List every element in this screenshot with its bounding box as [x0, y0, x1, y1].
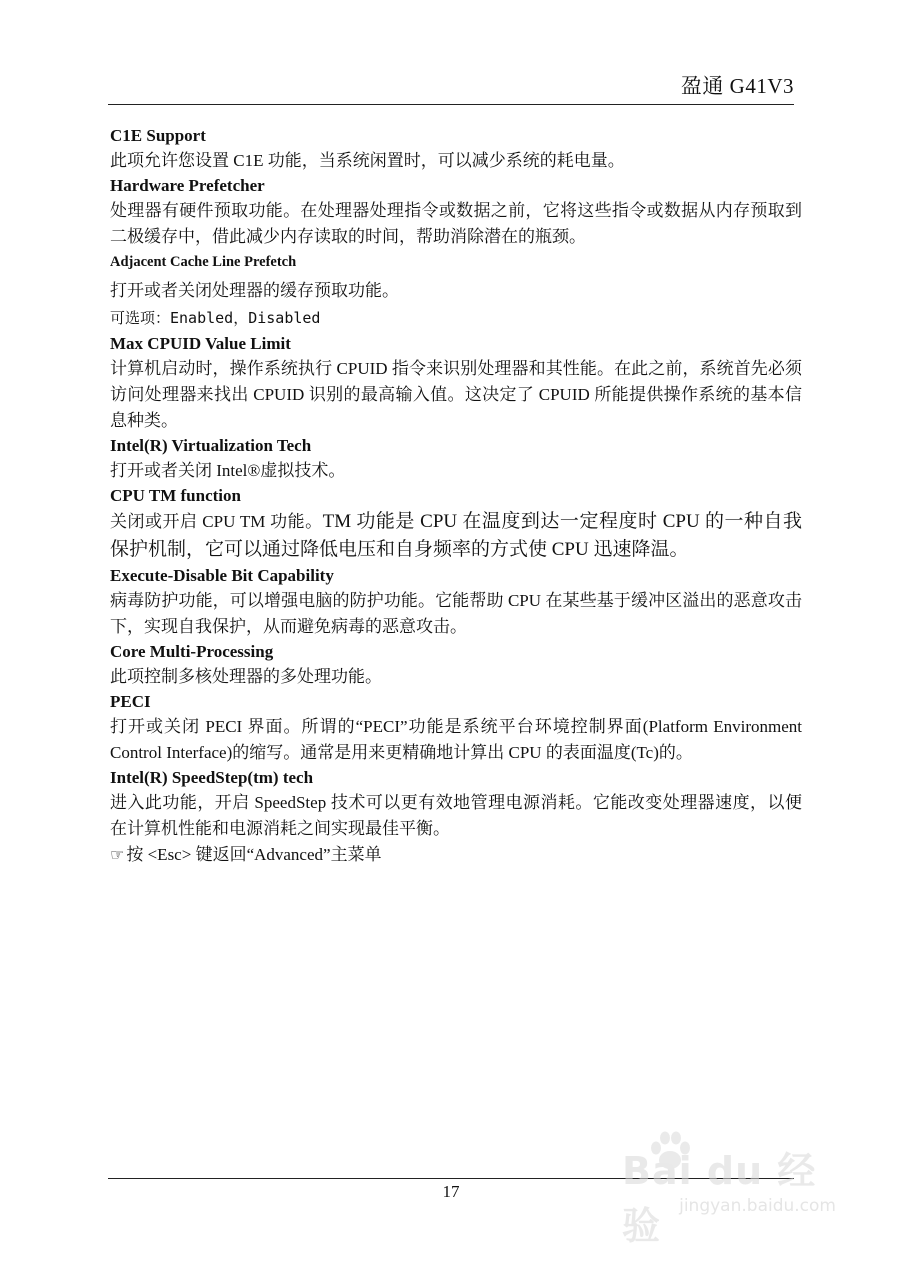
section-core-multi-processing [110, 640, 802, 690]
section-heading: Hardware Prefetcher [110, 176, 265, 195]
section-adjacent-cache-line-prefetch [110, 250, 802, 332]
section-heading: Core Multi-Processing [110, 642, 274, 661]
options-line: 可选项：Enabled，Disabled [110, 309, 321, 327]
section-paragraph: 此项允许您设置 C1E 功能，当系统闲置时，可以减少系统的耗电量。 [110, 151, 625, 170]
section-paragraph: 打开或关闭 PECI 界面。所谓的“PECI”功能是系统平台环境控制界面(Platform Environment Control Interface)的缩写。通常是用来更精确地计算出 CPU 的表面温度(Tc)的。 [110, 717, 802, 762]
section-c1e-support [110, 124, 802, 174]
section-heading: Adjacent Cache Line Prefetch [110, 254, 297, 270]
section-cpu-tm-function [110, 484, 802, 564]
watermark-url: jingyan.baidu.com [679, 1196, 836, 1216]
section-paragraph: 处理器有硬件预取功能。在处理器处理指令或数据之前，它将这些指令或数据从内存预取到二极缓存中，借此减少内存读取的时间，帮助消除潜在的瓶颈。 [110, 201, 802, 246]
return-instruction [110, 842, 802, 868]
section-heading: Max CPUID Value Limit [110, 334, 291, 353]
section-paragraph-lead: 关闭或开启 CPU TM 功能。 [110, 512, 323, 531]
section-paragraph-tail: TM 功能是 CPU 在温度到达一定程度时 CPU 的一种自我保护机制，它可以通过降低电压和自身频率的方式使 CPU 迅速降温。 [110, 511, 802, 560]
document-header-title: 盈通 G41V3 [680, 74, 794, 98]
page-number: 17 [442, 1182, 460, 1201]
section-paragraph [110, 508, 802, 564]
section-paragraph: 进入此功能，开启 SpeedStep 技术可以更有效地管理电源消耗。它能改变处理器速度，以便在计算机性能和电源消耗之间实现最佳平衡。 [110, 793, 802, 838]
section-peci [110, 690, 802, 766]
watermark-logo: Bai du 经验 [622, 1149, 817, 1248]
section-heading: Intel(R) Virtualization Tech [110, 436, 312, 455]
return-instruction-text: 按 <Esc> 键返回“Advanced”主菜单 [126, 845, 382, 864]
header-rule [108, 104, 794, 105]
section-paragraph: 打开或者关闭处理器的缓存预取功能。 [110, 281, 399, 300]
section-execute-disable-bit [110, 564, 802, 640]
section-heading: PECI [110, 692, 151, 711]
section-paragraph: 此项控制多核处理器的多处理功能。 [110, 667, 382, 686]
section-heading: C1E Support [110, 126, 206, 145]
document-body [110, 124, 802, 868]
section-heading: Execute-Disable Bit Capability [110, 566, 334, 585]
section-intel-speedstep [110, 766, 802, 842]
baidu-watermark [622, 1140, 842, 1248]
section-heading: CPU TM function [110, 486, 241, 505]
pointing-hand-icon: ☞ [110, 845, 125, 864]
section-heading: Intel(R) SpeedStep(tm) tech [110, 768, 314, 787]
section-hardware-prefetcher [110, 174, 802, 250]
section-paragraph: 打开或者关闭 Intel®虚拟技术。 [110, 461, 346, 480]
section-max-cpuid-value-limit [110, 332, 802, 434]
section-paragraph: 病毒防护功能，可以增强电脑的防护功能。它能帮助 CPU 在某些基于缓冲区溢出的恶意攻击下，实现自我保护，从而避免病毒的恶意攻击。 [110, 591, 802, 636]
section-paragraph: 计算机启动时，操作系统执行 CPUID 指令来识别处理器和其性能。在此之前，系统首先必须访问处理器来找出 CPUID 识别的最高输入值。这决定了 CPUID 所能提供操作系统的基本信息种类。 [110, 359, 802, 430]
section-intel-virtualization-tech [110, 434, 802, 484]
